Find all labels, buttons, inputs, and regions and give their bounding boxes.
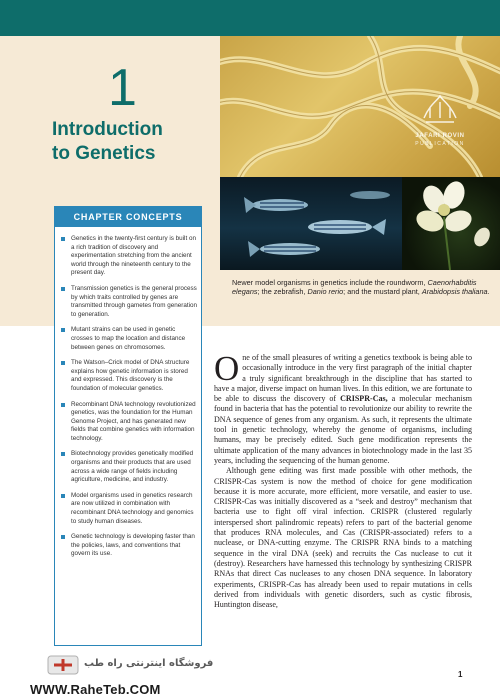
figure-caption	[232, 278, 490, 297]
concept-item	[61, 235, 197, 278]
caption-text-1: Newer model organisms in genetics include the roundworm,	[232, 278, 428, 287]
zebrafish-illustration	[220, 177, 402, 270]
concept-text: Transmission genetics is the general process by which traits controlled by genes are transmitted through gametes from generation to generation.	[71, 284, 198, 318]
chapter-number: 1	[108, 59, 137, 117]
body-paragraph-1-text-a: ne of the small pleasures of writing a genetics textbook is being able to occasionally introduce in the very first paragraph of the initial chapter a truly significant breakthrough in the discipline that has started to have a major, diverse impact on human lives. In this edition, we are fortunate to be able to discuss the discovery of	[214, 353, 472, 404]
square-bullet-icon	[61, 287, 65, 291]
store-name-persian: فروشگاه اینترنتی راه طب	[84, 658, 214, 669]
concept-text: Model organisms used in genetics research are now utilized in combination with recombinant DNA technology and genomics to study human diseases.	[71, 491, 194, 525]
concept-text: Biotechnology provides genetically modified organisms and their products that are used across a wide range of fields including agriculture, medicine, and industry.	[71, 450, 194, 484]
square-bullet-icon	[61, 403, 65, 407]
chapter-concepts-header: CHAPTER CONCEPTS	[55, 207, 201, 227]
caption-text-4: .	[487, 287, 490, 297]
chapter-concepts-box	[54, 206, 202, 646]
body-paragraph-1-text-b: a molecular mechanism found in bacteria that has the potential to revolutionize our ability to rewrite the DNA sequence of genes from any organism. As such, it represents the ultimate tool in genetic technology, whereby the genome of organisms, including humans, may be precisely edited. Such gene modification represents the ultimate application of the many advances in biotechnology made in the last 35 years, including the sequencing of the human genome.	[214, 394, 472, 465]
concept-text: The Watson–Crick model of DNA structure explains how genetic information is stored and expressed. This discovery is the foundation of molecular genetics.	[71, 359, 190, 392]
concept-item	[61, 285, 197, 319]
square-bullet-icon	[61, 452, 65, 456]
zebrafish-photo	[220, 177, 402, 270]
body-paragraph-2: Although gene editing was first made possible with other methods, the CRISPR-Cas system is now the method of choice for gene modification because it is more accurate, more efficient, more versatile, and easier to use. CRISPR-Cas was initially discovered as a “seek and destroy” mechanism that bacteria use to fight off viral infection. CRISPR (clustered regularly interspersed short palindromic repeats) refers to part of the bacterial genome that produces RNA molecules, and Cas (CRISPR-associated) refers to a nuclease, or DNA-cutting enzyme. The CRISPR RNA binds to a matching sequence in the viral DNA (seek) and recruits the Cas nuclease to cut it (destroy). Researchers have harnessed this technology by synthesizing CRISPR RNAs that direct Cas nucleases to any chosen DNA sequence. In laboratory experiments, CRISPR-Cas has already been used to repair mutations in cells derived from individuals with genetic disorders, such as cystic fibrosis, Huntington disease,	[214, 466, 472, 610]
concept-item	[61, 492, 197, 526]
watermark-subtitle: PUBLICATION	[415, 141, 465, 147]
caption-text-2: ; the zebrafish,	[257, 287, 308, 297]
square-bullet-icon	[61, 237, 65, 241]
watermark-logo	[420, 94, 460, 128]
caption-fish-species: Danio rerio	[307, 287, 344, 297]
caption-plant-species: Arabidopsis thaliana	[421, 287, 488, 297]
square-bullet-icon	[61, 535, 65, 539]
caption-worm-species: Caenorhabditis elegans	[232, 278, 477, 297]
page-number: 1	[458, 670, 463, 679]
drop-cap: O	[214, 349, 240, 388]
concept-text: Genetics in the twenty-first century is built on a rich tradition of discovery and experimentation stretching from the ancient world through the nineteenth century to the present day.	[71, 235, 196, 277]
raheteb-logo-icon	[46, 652, 80, 678]
body-text	[214, 349, 472, 610]
concept-item	[61, 401, 197, 444]
square-bullet-icon	[61, 494, 65, 498]
chapter-title	[52, 118, 222, 166]
website-url[interactable]: WWW.RaheTeb.COM	[30, 682, 161, 697]
watermark-name: JAFARI ROVIN	[415, 133, 465, 139]
top-color-band	[0, 0, 500, 36]
concept-item	[61, 326, 197, 352]
concept-text: Recombinant DNA technology revolutionized genetics, was the foundation for the Human Genome Project, and has generated new fields that combine genetics with information technology.	[71, 400, 196, 442]
publisher-watermark	[390, 94, 490, 147]
body-paragraph-1	[214, 349, 472, 466]
concept-item	[61, 450, 197, 484]
chapter-title-line1: Introduction	[52, 119, 163, 140]
chapter-concepts-list	[61, 235, 197, 566]
concept-text: Genetic technology is developing faster than the policies, laws, and conventions that govern its use.	[71, 533, 195, 558]
arabidopsis-illustration	[402, 177, 500, 270]
square-bullet-icon	[61, 361, 65, 365]
concept-item	[61, 359, 197, 393]
crispr-term: CRISPR-Cas,	[340, 394, 388, 404]
square-bullet-icon	[61, 328, 65, 332]
arabidopsis-photo	[402, 177, 500, 270]
caption-text-3: ; and the mustard plant,	[343, 287, 422, 297]
concept-text: Mutant strains can be used in genetic crosses to map the location and distance between genes on chromosomes.	[71, 326, 186, 351]
concept-item	[61, 533, 197, 559]
chapter-title-line2: to Genetics	[52, 143, 156, 164]
